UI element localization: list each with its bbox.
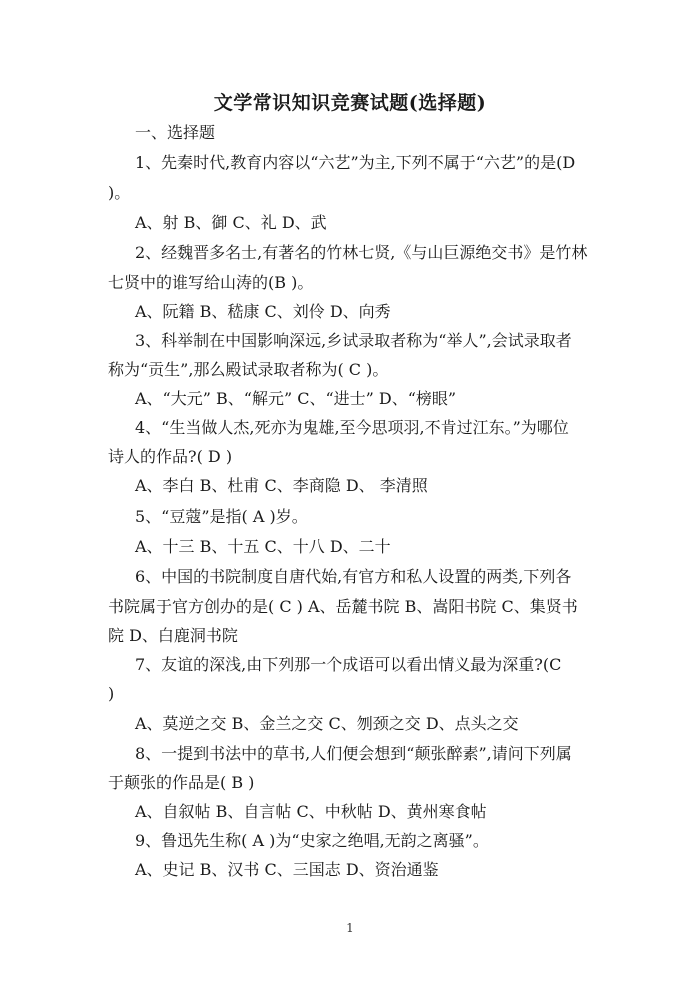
q2-options: A、阮籍 B、嵇康 C、刘伶 D、向秀 bbox=[135, 302, 391, 321]
q4-stem-line2: 诗人的作品?( D ) bbox=[108, 447, 233, 466]
q3-stem-line1: 3、科举制在中国影响深远,乡试录取者称为“举人”,会试录取者 bbox=[135, 331, 572, 350]
q2-stem-line1: 2、经魏晋多名士,有著名的竹林七贤,《与山巨源绝交书》是竹林 bbox=[135, 243, 588, 262]
q6-stem-line2: 书院属于官方创办的是( C ) A、岳麓书院 B、嵩阳书院 C、集贤书 bbox=[108, 597, 578, 616]
q5-stem: 5、“豆蔻”是指( A )岁。 bbox=[135, 507, 308, 526]
q9-options: A、史记 B、汉书 C、三国志 D、资治通鉴 bbox=[135, 860, 439, 879]
q2-stem-line2: 七贤中的谁写给山涛的(B )。 bbox=[108, 273, 314, 292]
page-number: 1 bbox=[346, 921, 354, 935]
q1-options: A、射 B、御 C、礼 D、武 bbox=[135, 213, 327, 232]
q7-stem-line2: ) bbox=[108, 684, 115, 703]
q6-stem-line3: 院 D、白鹿洞书院 bbox=[108, 626, 238, 645]
q9-stem: 9、鲁迅先生称( A )为“史家之绝唱,无韵之离骚”。 bbox=[135, 831, 489, 850]
section-heading: 一、选择题 bbox=[135, 123, 216, 142]
q4-stem-line1: 4、“生当做人杰,死亦为鬼雄,至今思项羽,不肯过江东。”为哪位 bbox=[135, 418, 569, 437]
q5-options: A、十三 B、十五 C、十八 D、二十 bbox=[135, 537, 391, 556]
q6-stem-line1: 6、中国的书院制度自唐代始,有官方和私人设置的两类,下列各 bbox=[135, 567, 572, 586]
q3-options: A、“大元” B、“解元” C、“进士” D、“榜眼” bbox=[135, 389, 457, 408]
q7-stem-line1: 7、友谊的深浅,由下列那一个成语可以看出情义最为深重?(C bbox=[135, 655, 562, 674]
q7-options: A、莫逆之交 B、金兰之交 C、刎颈之交 D、点头之交 bbox=[135, 714, 519, 733]
q3-stem-line2: 称为“贡生”,那么殿试录取者称为( C )。 bbox=[108, 360, 389, 379]
q1-stem-line2: )。 bbox=[108, 183, 131, 202]
q1-stem-line1: 1、先秦时代,教育内容以“六艺”为主,下列不属于“六艺”的是(D bbox=[135, 153, 576, 172]
q4-options: A、李白 B、杜甫 C、李商隐 D、 李清照 bbox=[135, 476, 428, 495]
document-title: 文学常识知识竞赛试题(选择题) bbox=[213, 92, 487, 114]
q8-stem-line1: 8、一提到书法中的草书,人们便会想到“颠张醉素”,请问下列属 bbox=[135, 744, 572, 763]
q8-options: A、自叙帖 B、自言帖 C、中秋帖 D、黄州寒食帖 bbox=[135, 802, 487, 821]
q8-stem-line2: 于颠张的作品是( B ) bbox=[108, 773, 255, 792]
